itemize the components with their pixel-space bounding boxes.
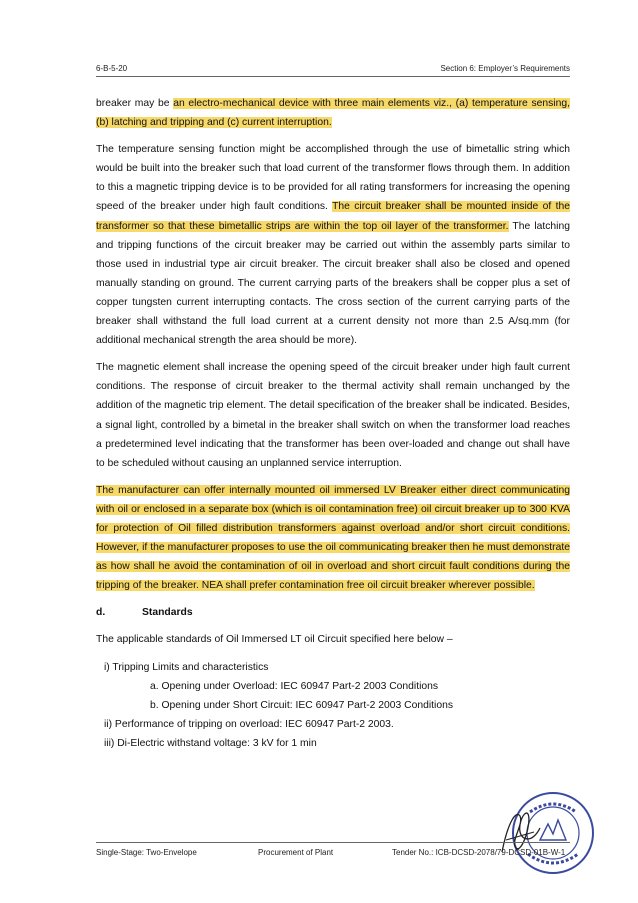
list-item: a. Opening under Overload: IEC 60947 Part-2 2003 Conditions — [150, 680, 439, 692]
page-footer — [96, 848, 570, 860]
list-item: i) Tripping Limits and characteristics — [104, 661, 269, 673]
paragraph-1: breaker may be an electro-mechanical device with three main elements viz., (a) temperature sensing, (b) latching and tripping and (c) current interruption. — [96, 98, 570, 129]
page-number: 6-B-5-20 — [96, 64, 128, 73]
footer-left: Single-Stage: Two-Envelope — [96, 848, 197, 857]
paragraph-2: The temperature sensing function might be accomplished through the use of bimetallic string which would be built into the breaker such that load current of the transformer flows through them. In addition to this a magnetic tripping device is to be provided for all rating transformers for increasing the opening speed of the breaker under high fault conditions. The circuit breaker shall be mounted inside of the transformer so that these bimetallic strips are within the top oil layer of the transformer. The latching and tripping functions of the circuit breaker may be carried out within the assembly parts similar to those used in industrial type air circuit breaker. The circuit breaker shall also be closed and opened manually standing on ground. The current carrying parts of the breakers shall be copper plus a set of copper tungsten current interrupting contacts. The cross section of the current carrying parts of the breaker shall withstand the full load current at a current density not more than 2.5 A/sq.mm (for additional mechanical strength the area should be more). — [96, 144, 571, 347]
section-title-standards: Standards — [142, 607, 193, 619]
list-item: iii) Di-Electric withstand voltage: 3 kV for 1 min — [104, 737, 317, 749]
section-number: d. — [96, 607, 106, 619]
paragraph-3: The magnetic element shall increase the opening speed of the circuit breaker under high fault current conditions. The response of circuit breaker to the thermal activity shall remain unchanged by the addition of the magnetic trip element. The detail specification of the breaker shall be indicated. Besides, a signal light, controlled by a bimetal in the breaker shall switch on when the transformer load reaches a predetermined level indicating that the transformer has been over-loaded and change out shall have to be scheduled without causing an unplanned service interruption. — [96, 362, 570, 469]
standards-intro: The applicable standards of Oil Immersed LT oil Circuit specified here below – — [96, 634, 453, 646]
footer-mid: Procurement of Plant — [258, 848, 334, 857]
section-heading — [96, 603, 570, 622]
highlight: The manufacturer can offer internally mounted oil immersed LV Breaker either direct communicating with oil or enclosed in a separate box (which is oil contamination free) oil circuit breaker up to 300 KVA for protection of Oil filled distribution transformers against overload and/or short circuit conditions. However, if the manufacturer proposes to use the oil communicating breaker then he must demonstrate as how shall he avoid the contamination of oil in overload and short circuit fault conditions during the tripping of the breaker. NEA shall prefer contamination free oil circuit breaker wherever possible. — [96, 484, 570, 592]
standards-list — [96, 658, 570, 753]
footer-right: Tender No.: ICB-DCSD-2078/79-DCSD-01B-W-1 — [392, 848, 566, 857]
footer-divider — [96, 842, 570, 843]
header-divider — [96, 76, 570, 77]
list-item: ii) Performance of tripping on overload: IEC 60947 Part-2 2003. — [104, 718, 394, 730]
document-body — [96, 94, 570, 753]
paragraph-4 — [96, 481, 570, 596]
highlight: The circuit breaker shall be mounted inside of the transformer so that these bimetallic strips are within the top oil layer of the transformer. — [96, 201, 571, 232]
list-item: b. Opening under Short Circuit: IEC 60947 Part-2 2003 Conditions — [150, 699, 454, 711]
highlight: an electro-mechanical device with three main elements viz., (a) temperature sensing, (b) latching and tripping and (c) current interruption. — [96, 98, 570, 129]
section-title: Section 6: Employer’s Requirements — [440, 64, 570, 73]
